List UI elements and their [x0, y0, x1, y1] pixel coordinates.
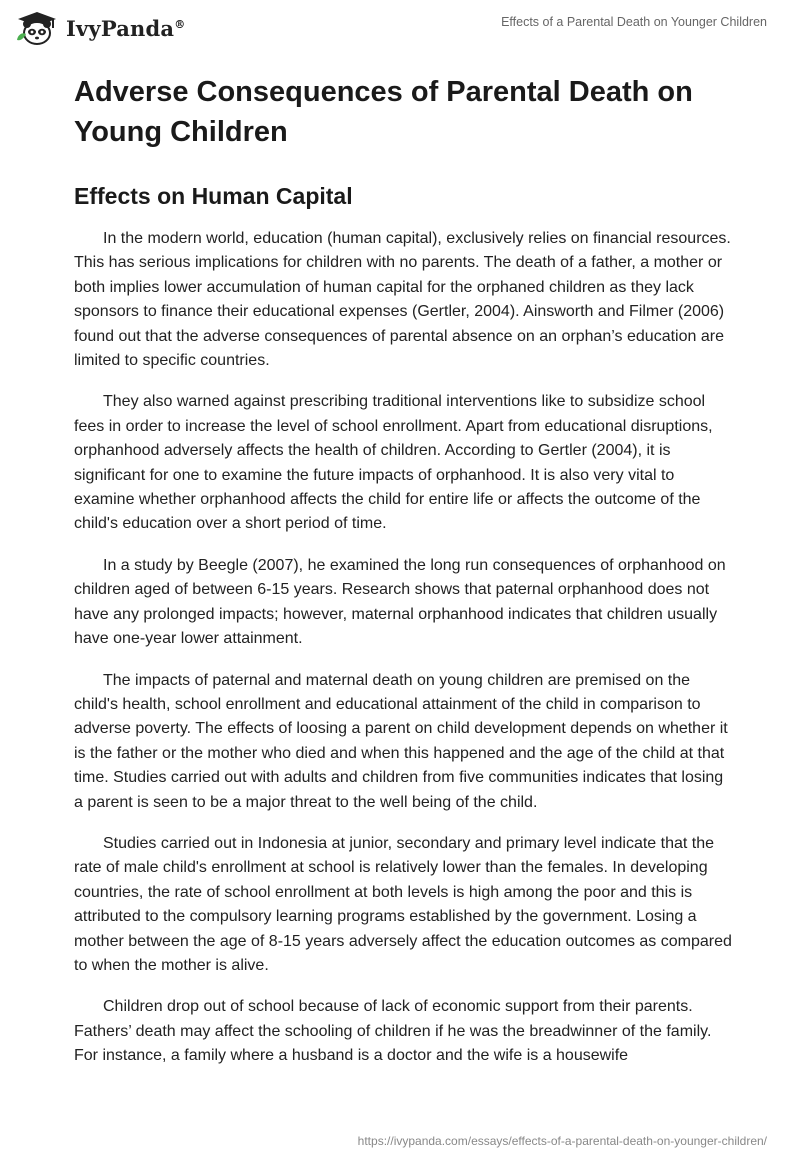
paragraph: In the modern world, education (human capital), exclusively relies on financial resources. This has serious implications for children with no parents. The death of a father, a mother or both implies lower accumulation of human capital for the orphaned children as they lack sponsors to finance their educational expenses (Gertler, 2004). Ainsworth and Filmer (2006) found out that the adverse consequences of parental absence on an orphan’s education are limited to specific countries.	[74, 230, 731, 370]
document-title-header: Effects of a Parental Death on Younger Children	[501, 15, 767, 29]
paragraph: Children drop out of school because of lack of economic support from their parents. Fathers’ death may affect the schooling of children if he was the breadwinner of the family. For instance, a family where a husband is a doctor and the wife is a housewife	[74, 998, 712, 1065]
paragraph: In a study by Beegle (2007), he examined the long run consequences of orphanhood on children aged of between 6-15 years. Research shows that paternal orphanhood does not have any prolonged impacts; however, maternal orphanhood indicates that children usually have one-year lower attainment.	[74, 556, 726, 648]
article-body	[74, 72, 734, 1086]
article-title: Adverse Consequences of Parental Death on Young Children	[74, 76, 693, 148]
paragraph: Studies carried out in Indonesia at junior, secondary and primary level indicate that the rate of male child's enrollment at school is relatively lower than the females. In developing countries, the rate of school enrollment at both levels is high among the poor and this is attributed to the compulsory learning programs established by the government. Losing a mother between the age of 8-15 years adversely affect the education outcomes as compared to when the mother is alive.	[74, 834, 732, 974]
logo-wordmark: IvyPanda®	[66, 15, 186, 41]
panda-graduation-cap-icon	[14, 10, 60, 46]
page-header	[0, 0, 800, 56]
ivypanda-logo[interactable]	[14, 10, 185, 46]
source-url[interactable]: https://ivypanda.com/essays/effects-of-a-parental-death-on-younger-children/	[357, 1134, 767, 1148]
paragraph: The impacts of paternal and maternal death on young children are premised on the child's health, school enrollment and educational attainment of the child in comparison to adverse poverty. The effects of loosing a parent on child development depends on whether it is the father or the mother who died and when this happened and the age of the child at that time. Studies carried out with adults and children from five communities indicates that losing a parent is seen to be a major threat to the well being of the child.	[74, 671, 728, 811]
section-heading: Effects on Human Capital	[74, 183, 353, 209]
paragraph: They also warned against prescribing traditional interventions like to subsidize school fees in order to increase the level of school enrollment. Apart from educational disruptions, orphanhood adversely affects the health of children. According to Gertler (2004), it is significant for one to examine the future impacts of orphanhood. It is also very vital to examine whether orphanhood affects the child for entire life or affects the outcome of the child's education over a short period of time.	[74, 393, 713, 533]
